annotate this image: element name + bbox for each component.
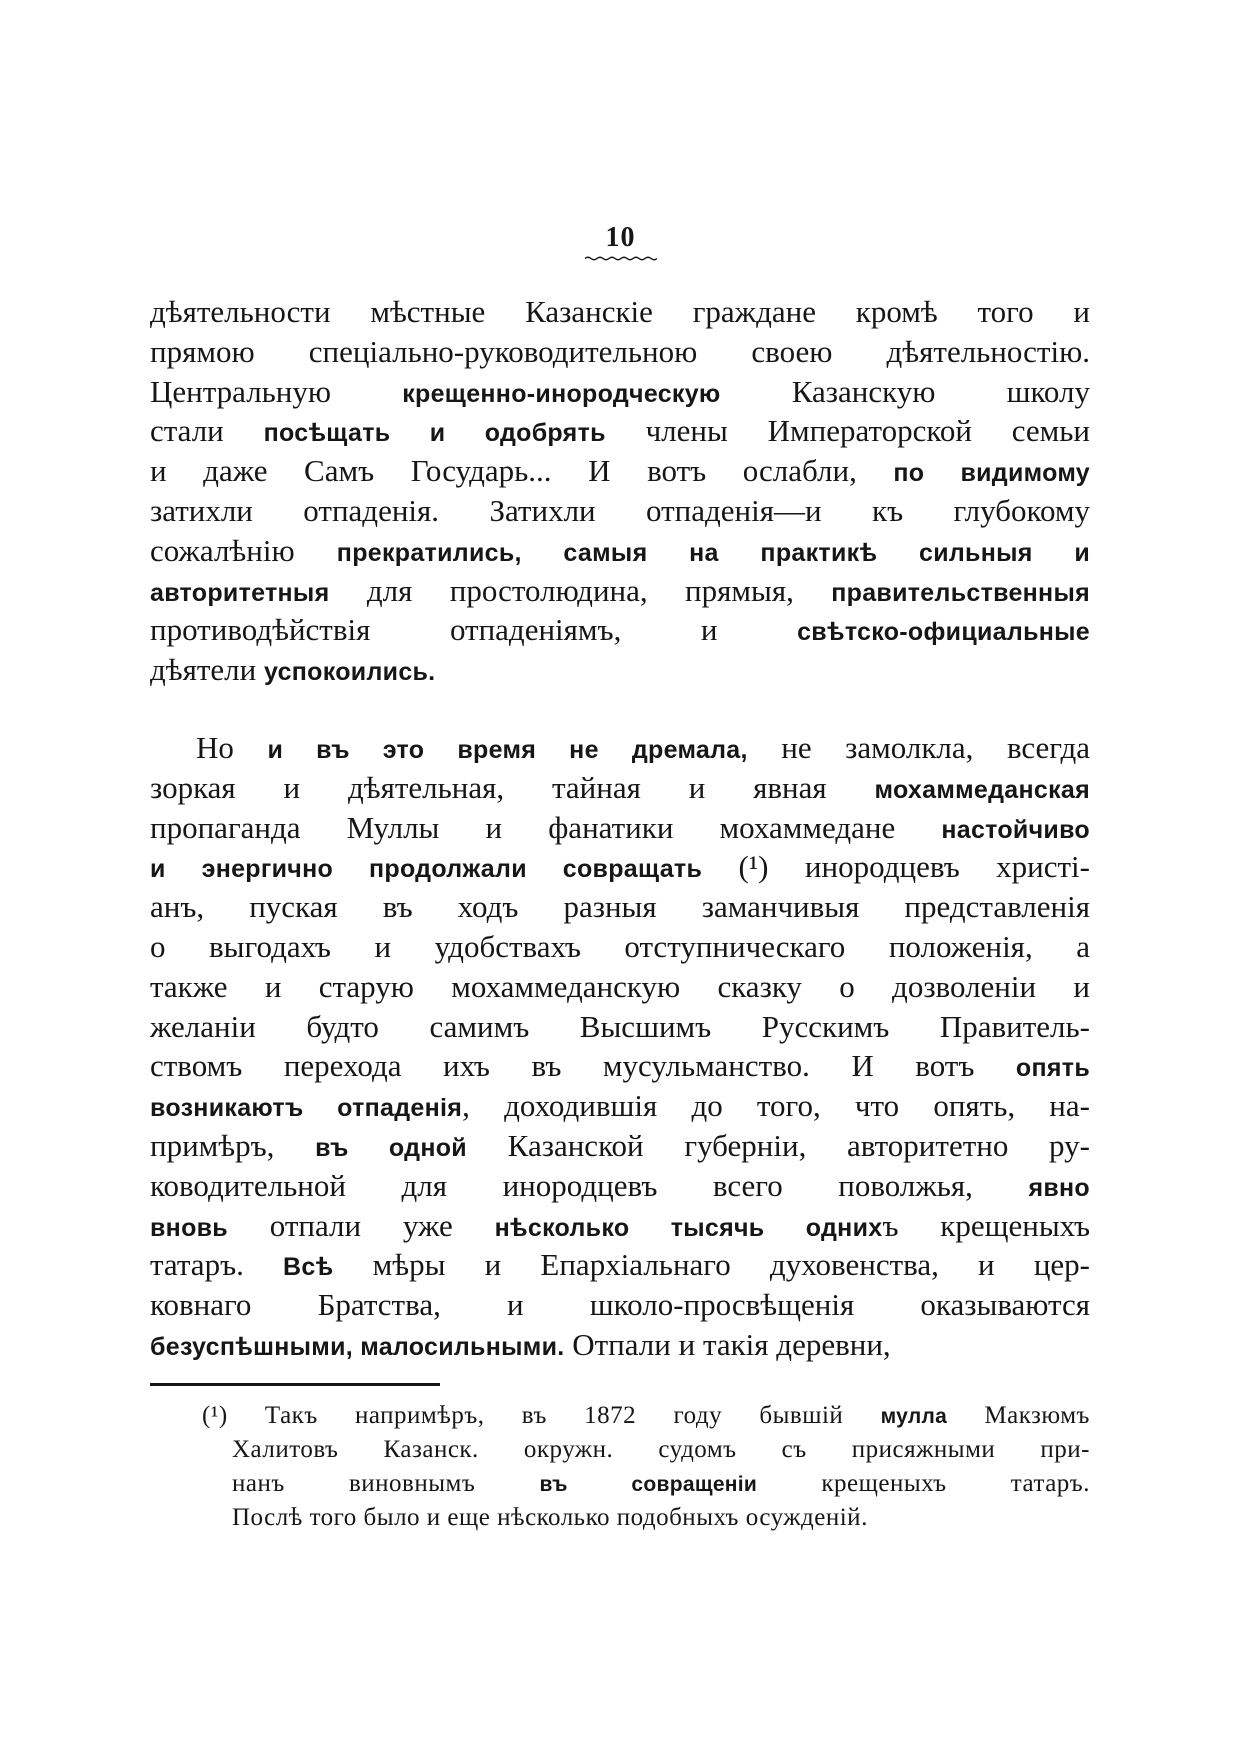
text-run: также и старую мохаммеданскую сказку о дозволеніи и: [150, 968, 1090, 1004]
text-run: и даже Самъ Государь... И вотъ ослабли,: [150, 453, 894, 489]
bold-text-run: авторитетныя: [150, 578, 330, 607]
bold-text-run: возникаютъ отпаденія: [150, 1094, 463, 1123]
page-number: 10: [605, 222, 636, 253]
text-run: сожалѣнію: [150, 532, 337, 568]
text-run: ствомъ перехода ихъ въ мусульманство. И вотъ: [150, 1048, 1016, 1084]
text-line: [150, 650, 1090, 690]
text-line: [232, 1467, 1090, 1501]
text-run: Макзюмъ: [947, 1402, 1090, 1429]
text-run: Халитовъ Казанск. окружн. судомъ съ присяжными при-: [232, 1436, 1090, 1463]
text-run: дѣятельности мѣстные Казанскіе граждане кромѣ того и: [150, 294, 1090, 329]
text-line: [232, 1501, 1090, 1535]
bold-text-run: успокоились.: [263, 658, 436, 687]
paragraph-2: [150, 728, 1090, 1365]
text-run: ъ крещеныхъ: [882, 1207, 1091, 1243]
text-run: (¹) инородцевъ христі-: [702, 849, 1090, 885]
text-run: не замолкла, всегда: [747, 730, 1091, 765]
text-run: Казанской губерніи, авторитетно ру-: [466, 1127, 1090, 1163]
text-line: [150, 1166, 1090, 1206]
bold-text-run: настойчиво: [941, 815, 1090, 844]
text-run: затихли отпаденія. Затихли отпаденія—и къ глубокому: [150, 492, 1090, 528]
text-line: [150, 491, 1090, 531]
bold-text-run: явно: [1028, 1173, 1090, 1202]
text-line: [150, 372, 1090, 412]
bold-text-run: свѣтско-официальные: [797, 618, 1090, 647]
bold-text-run: по видимому: [893, 459, 1091, 488]
text-line: [150, 610, 1090, 650]
bold-text-run: посѣщать и одобрять: [263, 419, 606, 448]
page-number-ornament: [585, 256, 657, 261]
text-run: желаніи будто самимъ Высшимъ Русскимъ Правитель-: [150, 1008, 1090, 1044]
text-line: [150, 1325, 1090, 1365]
text-run: нанъ виновнымъ: [232, 1470, 540, 1497]
text-run: примѣръ,: [150, 1127, 316, 1163]
text-run: пропаганда Муллы и фанатики мохаммедане: [150, 809, 942, 845]
bold-text-run: и энергично продолжали совращать: [150, 855, 703, 884]
text-run: прямою спеціально-руководительною своею дѣятельностію.: [150, 333, 1090, 369]
text-run: мѣры и Епархіальнаго духовенства, и цер-: [333, 1247, 1090, 1283]
bold-text-run: нѣсколько тысячь одних: [494, 1213, 883, 1242]
footnotes: [202, 1399, 1090, 1535]
text-line: [150, 1126, 1090, 1166]
text-run: Отпали и такія деревни,: [564, 1326, 891, 1362]
bold-text-run: правительственныя: [831, 578, 1090, 607]
text-run: татаръ.: [150, 1247, 284, 1283]
text-line: [150, 1007, 1090, 1047]
bold-text-run: мулла: [880, 1405, 948, 1428]
text-run: Послѣ того было и еще нѣсколько подобныхъ осужденій.: [232, 1504, 868, 1531]
bold-text-run: опять: [1015, 1054, 1090, 1083]
text-run: зоркая и дѣятельная, тайная и явная: [150, 769, 875, 805]
text-line: [150, 332, 1090, 372]
text-run: Казанскую школу: [720, 373, 1090, 409]
text-line: [150, 768, 1090, 808]
text-line: [150, 411, 1090, 451]
text-line: [150, 1206, 1090, 1246]
text-line: [150, 1046, 1090, 1086]
text-line: [150, 728, 1090, 768]
text-run: Но: [196, 730, 268, 765]
bold-text-run: въ одной: [315, 1133, 467, 1162]
bold-text-run: и въ это время не дремала,: [267, 736, 748, 764]
text-line: [150, 1245, 1090, 1285]
text-line: [150, 571, 1090, 611]
text-line: [150, 531, 1090, 571]
text-line: [150, 1086, 1090, 1126]
text-line: [150, 808, 1090, 848]
text-run: члены Императорской семьи: [605, 413, 1090, 449]
text-line: [150, 1285, 1090, 1325]
text-run: ководительной для инородцевъ всего поволжья,: [150, 1167, 1029, 1203]
paragraph-1: [150, 292, 1090, 690]
text-run: отпали уже: [227, 1207, 495, 1243]
text-line: [150, 967, 1090, 1007]
text-line: [232, 1433, 1090, 1467]
text-run: о выгодахъ и удобствахъ отступническаго положенія, а: [150, 928, 1090, 964]
text-run: крещеныхъ татаръ.: [757, 1470, 1090, 1497]
text-run: анъ, пуская въ ходъ разныя заманчивыя представленія: [150, 889, 1090, 925]
footnote-divider: [150, 1383, 440, 1386]
text-run: , доходившія до того, что опять, на-: [462, 1088, 1090, 1124]
text-line: [150, 292, 1090, 332]
text-run: Центральную: [150, 373, 403, 409]
text-line: [150, 847, 1090, 887]
bold-text-run: крещенно-инородческую: [402, 379, 721, 408]
text-run: ковнаго Братства, и школо-просвѣщенія оказываются: [150, 1287, 1090, 1323]
text-run: для простолюдина, прямыя,: [329, 572, 832, 608]
bold-text-run: прекратились, самыя на практикѣ сильныя и: [336, 538, 1090, 567]
bold-text-run: безуспѣшными, малосильными.: [150, 1332, 565, 1361]
text-run: дѣятели: [150, 652, 264, 688]
text-run: (¹) Такъ напримѣръ, въ 1872 году бывшій: [202, 1402, 881, 1429]
bold-text-run: мохаммеданская: [874, 775, 1090, 804]
text-run: стали: [150, 413, 264, 449]
bold-text-run: Всѣ: [283, 1253, 334, 1282]
bold-text-run: вновь: [150, 1213, 228, 1242]
text-line: [150, 451, 1090, 491]
text-line: [150, 927, 1090, 967]
text-line: [202, 1399, 1090, 1433]
text-line: [150, 887, 1090, 927]
text-run: противодѣйствія отпаденіямъ, и: [150, 612, 798, 648]
bold-text-run: въ совращеніи: [539, 1473, 758, 1496]
